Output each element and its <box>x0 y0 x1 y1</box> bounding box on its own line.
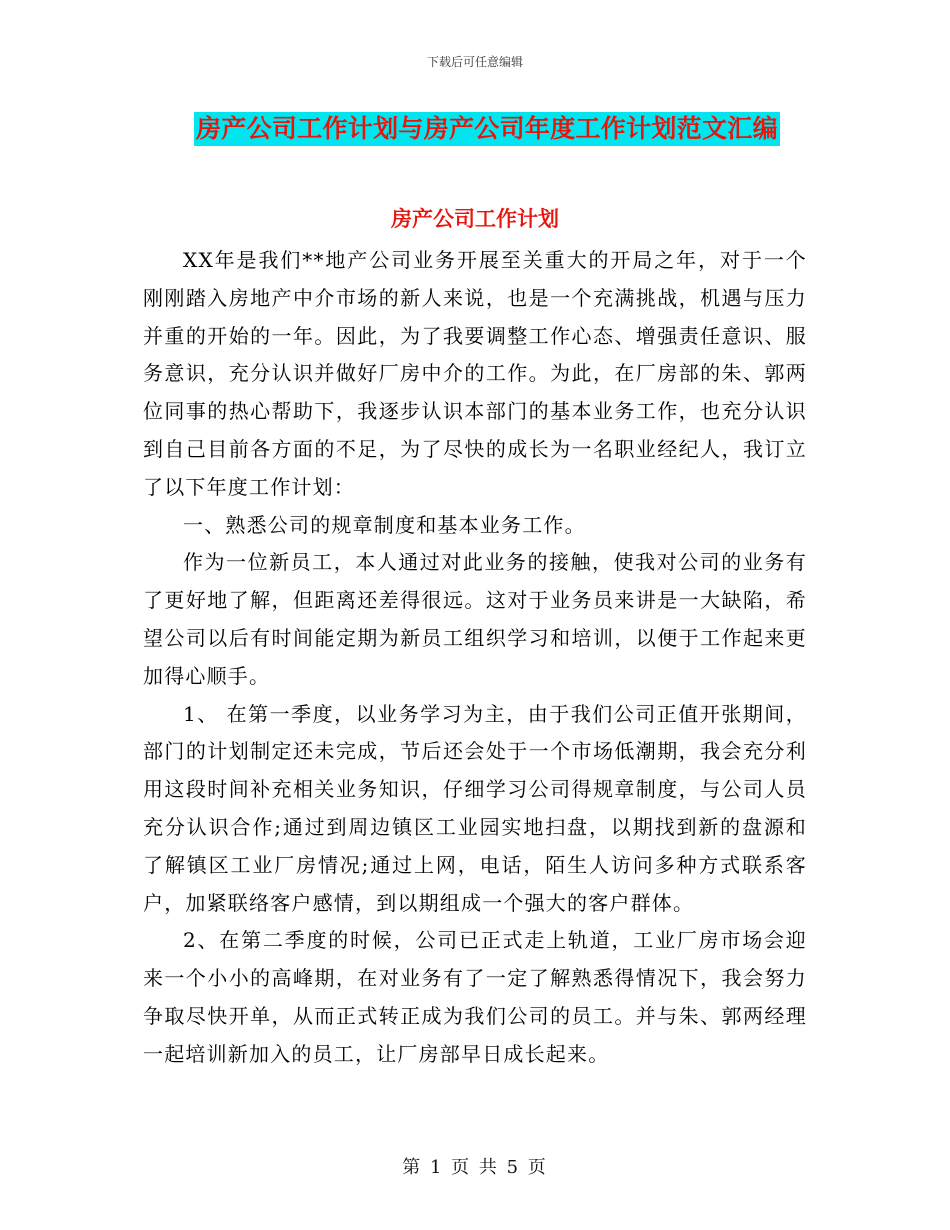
header-note: 下载后可任意编辑 <box>426 55 523 69</box>
paragraph-intro: XX年是我们**地产公司业务开展至关重大的开局之年，对于一个刚刚踏入房地产中介市场的新人来说，也是一个充满挑战，机遇与压力并重的开始的一年。因此，为了我要调整工作心态、增强责任意识、服务意识，充分认识并做好厂房中介的工作。为此，在厂房部的朱、郭两位同事的热心帮助下，我逐步认识本部门的基本业务工作，也充分认识到自己目前各方面的不足，为了尽快的成长为一名职业经纪人，我订立了以下年度工作计划： <box>143 248 807 499</box>
main-title-container <box>194 112 780 146</box>
page-footer: 第 1 页 共 5 页 <box>402 1157 548 1178</box>
paragraph-first-quarter: 1、 在第一季度，以业务学习为主，由于我们公司正值开张期间，部门的计划制定还未完成，节后还会处于一个市场低潮期，我会充分利用这段时间补充相关业务知识，仔细学习公司得规章制度，与公司人员充分认识合作;通过到周边镇区工业园实地扫盘，以期找到新的盘源和了解镇区工业厂房情况;通过上网，电话，陌生人访问多种方式联系客户，加紧联络客户感情，到以期组成一个强大的客户群体。 <box>143 701 807 915</box>
section-title: 房产公司工作计划 <box>391 207 559 231</box>
paragraph-second-quarter: 2、在第二季度的时候，公司已正式走上轨道，工业厂房市场会迎来一个小小的高峰期，在对业务有了一定了解熟悉得情况下，我会努力争取尽快开单，从而正式转正成为我们公司的员工。并与朱、郭两经理一起培训新加入的员工，让厂房部早日成长起来。 <box>143 928 807 1066</box>
main-title: 房产公司工作计划与房产公司年度工作计划范文汇编 <box>194 112 780 146</box>
paragraph-heading-one: 一、熟悉公司的规章制度和基本业务工作。 <box>183 512 586 537</box>
document-body <box>143 242 807 1074</box>
paragraph-new-employee: 作为一位新员工，本人通过对此业务的接触，使我对公司的业务有了更好地了解，但距离还差得很远。这对于业务员来讲是一大缺陷，希望公司以后有时间能定期为新员工组织学习和培训，以便于工作起来更加得心顺手。 <box>143 550 807 688</box>
